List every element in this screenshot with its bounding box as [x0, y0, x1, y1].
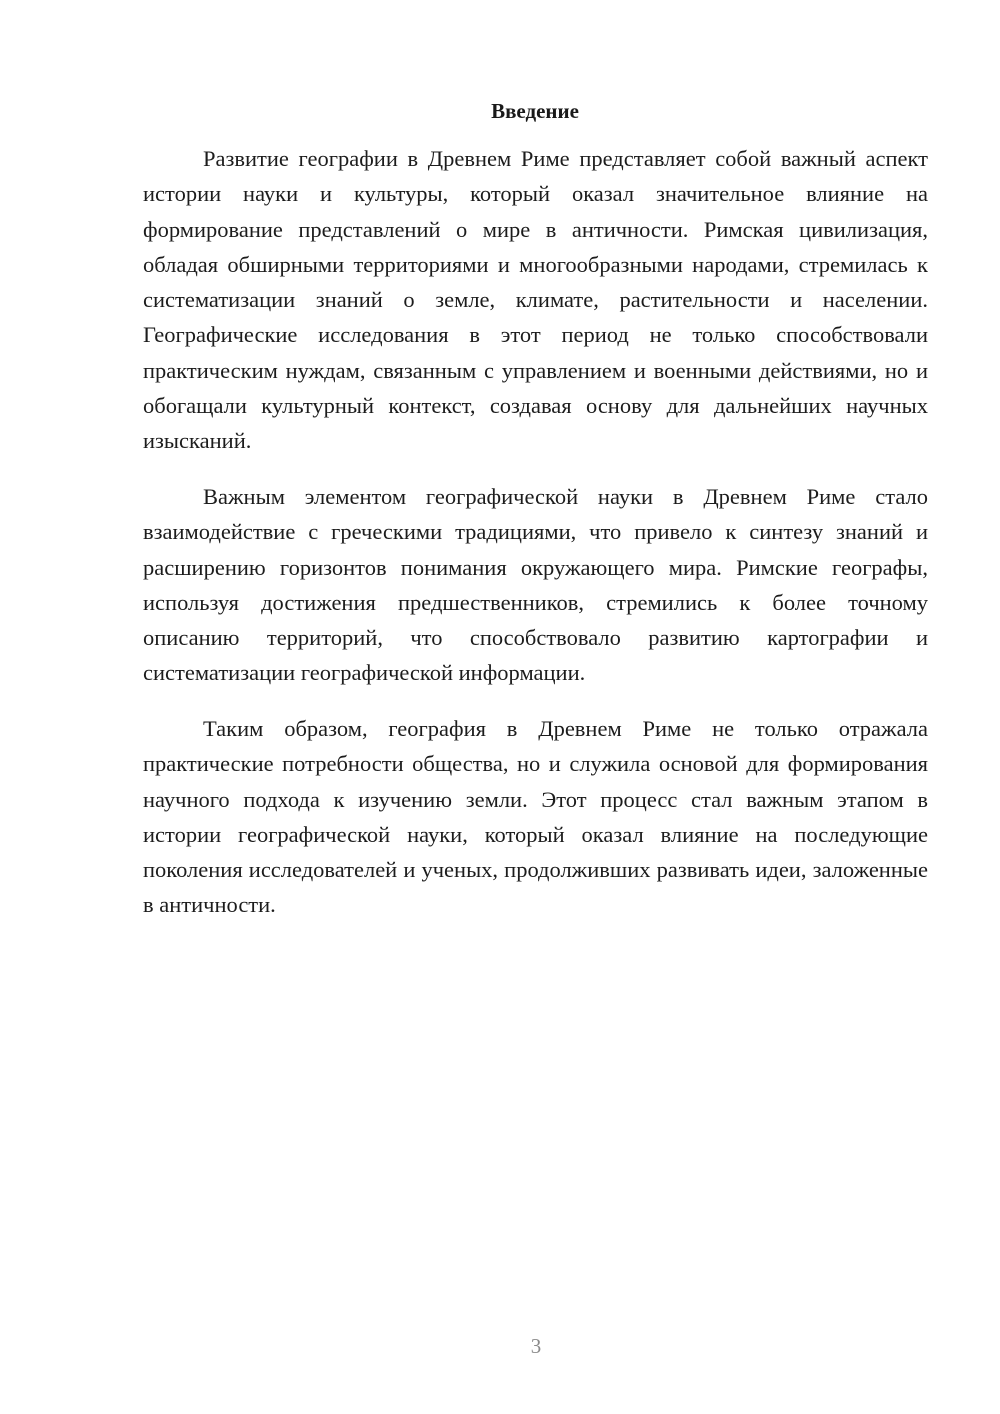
paragraph-1: Развитие географии в Древнем Риме представляет собой важный аспект истории науки и культуры, который оказал значительное влияние на формирование представлений о мире в античности. Римская цивилизация, обладая обширными территориями и многообразными народами, стремилась к систематизации знаний о земле, климате, растительности и населении. Географические исследования в этот период не только способствовали практическим нуждам, связанным с управлением и военными действиями, но и обогащали культурный контекст, создавая основу для дальнейших научных изысканий.: [143, 146, 928, 454]
paragraph-2: Важным элементом географической науки в Древнем Риме стало взаимодействие с греческими традициями, что привело к синтезу знаний и расширению горизонтов понимания окружающего мира. Римские географы, используя достижения предшественников, стремились к более точному описанию территорий, что способствовало развитию картографии и систематизации географической информации.: [143, 484, 928, 686]
section-heading: Введение: [491, 99, 579, 123]
paragraph-3: Таким образом, география в Древнем Риме не только отражала практические потребности общества, но и служила основой для формирования научного подхода к изучению земли. Этот процесс стал важным этапом в истории географической науки, который оказал влияние на последующие поколения исследователей и ученых, продолживших развивать идеи, заложенные в античности.: [143, 716, 928, 918]
page-number: 3: [530, 1334, 542, 1358]
